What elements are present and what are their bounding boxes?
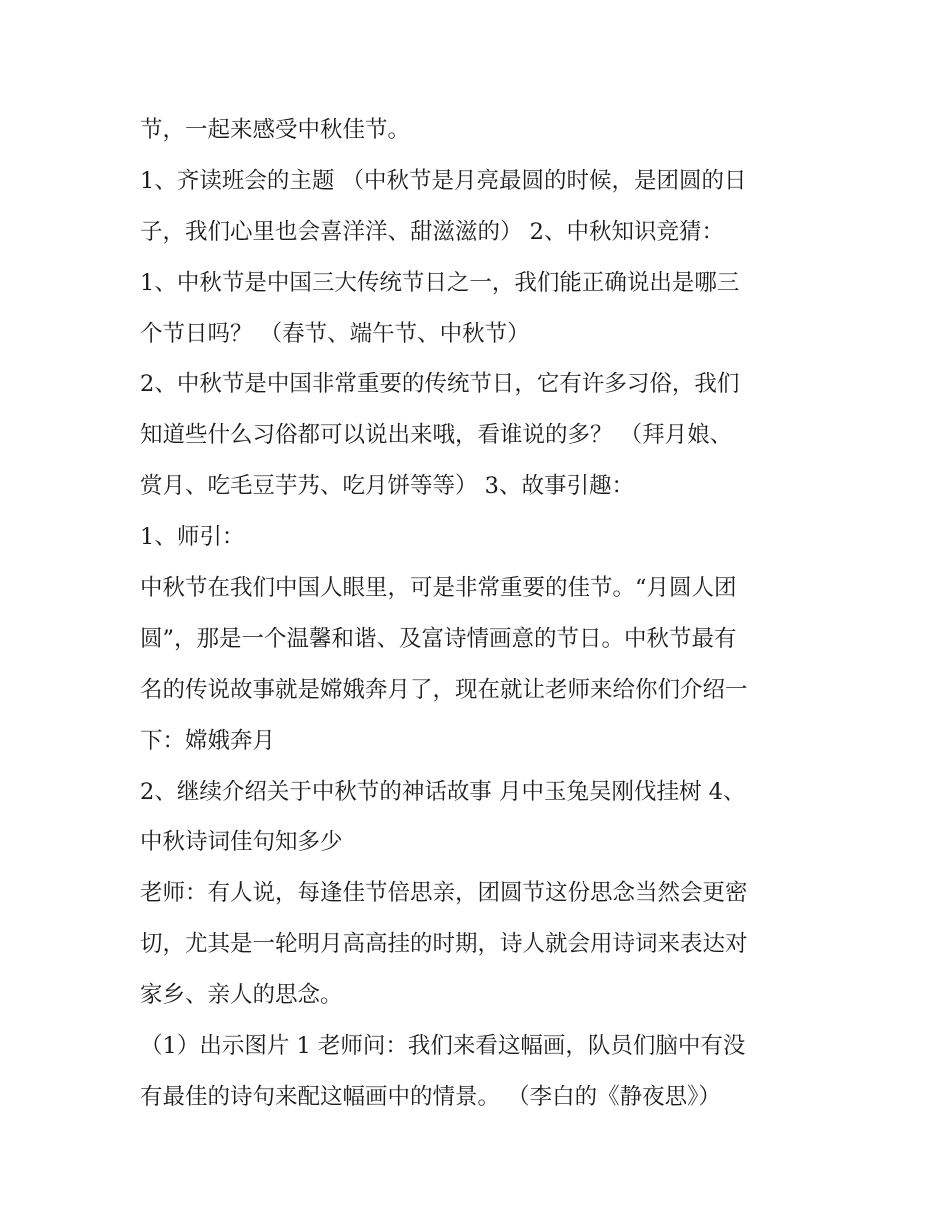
text-line: 2、继续介绍关于中秋节的神话故事 月中玉兔吴刚伐挂树 4、 — [140, 778, 746, 805]
text-line: 子，我们心里也会喜洋洋、甜滋滋的） 2、中秋知识竞猜： — [140, 218, 724, 245]
text-line: 知道些什么习俗都可以说出来哦，看谁说的多？ （拜月娘、 — [140, 422, 733, 449]
text-line: （1）出示图片 1 老师问：我们来看这幅画，队员们脑中有没 — [140, 1033, 746, 1060]
text-line: 节，一起来感受中秋佳节。 — [140, 117, 411, 143]
text-line: 家乡、亲人的思念。 — [140, 982, 343, 1009]
document-body — [140, 105, 830, 1123]
text-line: 下：嫦娥奔月 — [140, 727, 276, 754]
text-line: 切，尤其是一轮明月高高挂的时期，诗人就会用诗词来表达对 — [140, 931, 748, 958]
text-line: 2、中秋节是中国非常重要的传统节日，它有许多习俗，我们 — [140, 371, 740, 398]
text-line: 有最佳的诗句来配这幅画中的情景。 （李白的《静夜思》） — [140, 1083, 721, 1110]
text-line: 1、中秋节是中国三大传统节日之一，我们能正确说出是哪三 — [140, 269, 740, 296]
text-line: 中秋诗词佳句知多少 — [140, 829, 343, 856]
text-line: 名的传说故事就是嫦娥奔月了，现在就让老师来给你们介绍一 — [140, 676, 748, 703]
text-line: 1、师引： — [140, 524, 245, 551]
text-line: 赏月、吃毛豆芋艿、吃月饼等等） 3、故事引趣： — [140, 473, 634, 500]
text-line: 圆”，那是一个温馨和谐、及富诗情画意的节日。中秋节最有 — [140, 625, 737, 652]
text-line: 个节日吗？ （春节、端午节、中秋节） — [140, 320, 530, 347]
text-line: 老师：有人说，每逢佳节倍思亲，团圆节这份思念当然会更密 — [140, 880, 748, 907]
text-line: 中秋节在我们中国人眼里，可是非常重要的佳节。“月圆人团 — [140, 575, 737, 602]
text-line: 1、齐读班会的主题 （中秋节是月亮最圆的时候，是团圆的日 — [140, 167, 747, 194]
